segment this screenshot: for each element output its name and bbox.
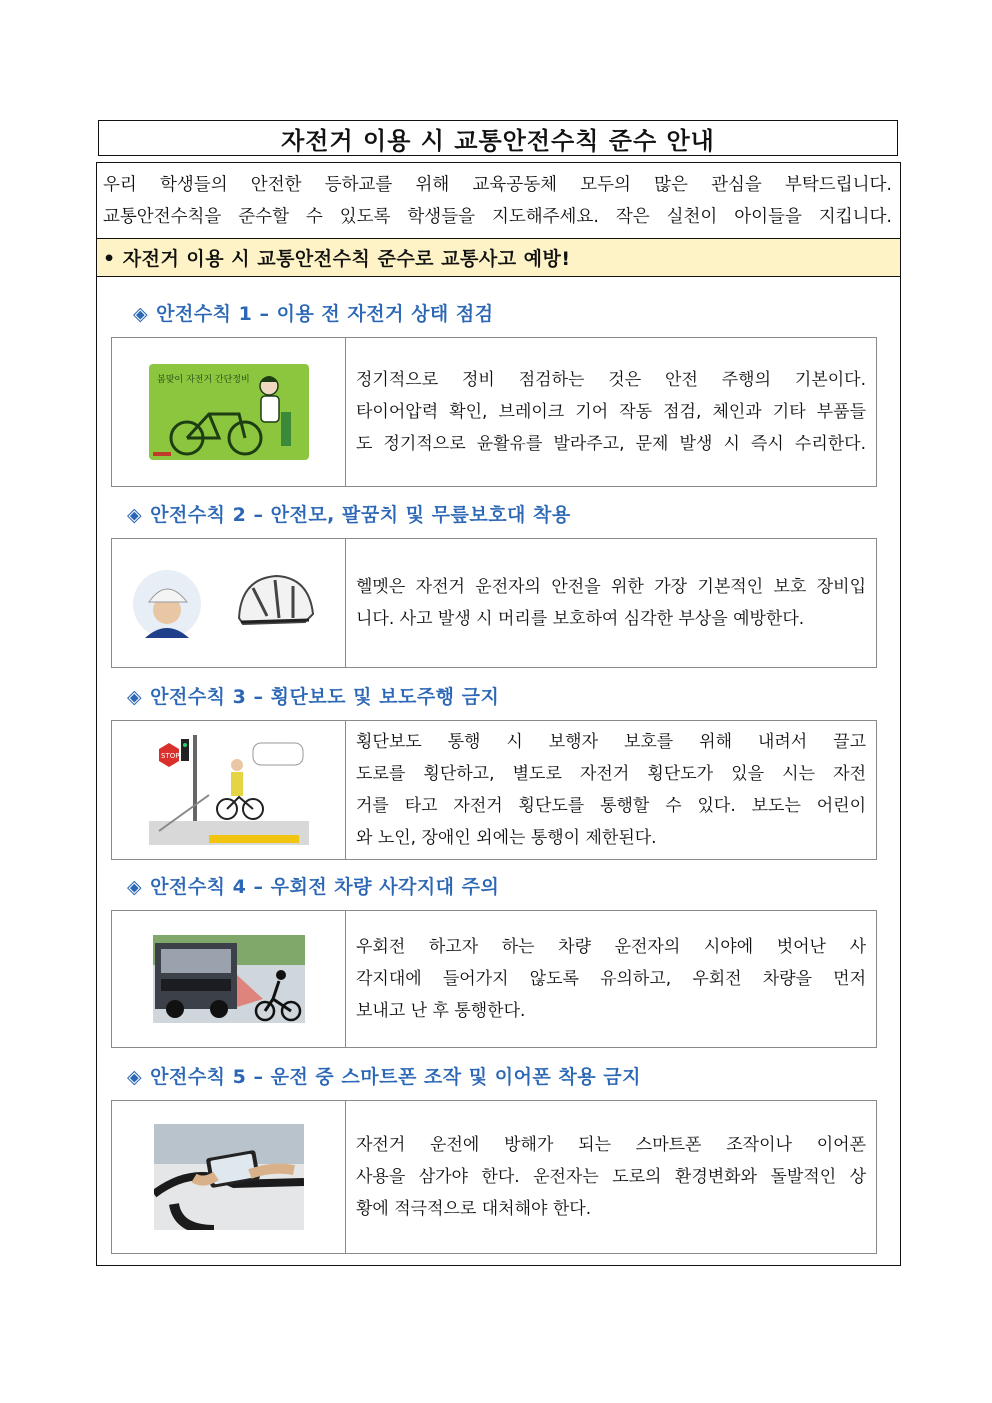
section-4-line: 보내고 난 후 통행한다. [356, 1001, 526, 1021]
section-5-text [346, 1101, 876, 1253]
section-1-image-cell [112, 338, 346, 486]
section-3-line: 도로를 횡단하고, 별도로 자전거 횡단도가 있을 시는 자전 [356, 764, 866, 784]
section-5-line: 자전거 운전에 방해가 되는 스마트폰 조작이나 이어폰 [356, 1135, 866, 1155]
truck-blind-spot-icon [153, 935, 305, 1023]
intro-line-2: 교통안전수칙을 준수할 수 있도록 학생들을 지도해주세요. 작은 실천이 아이들을 지킵니다. [103, 207, 892, 227]
section-3-card [111, 720, 877, 860]
section-2-heading-text: 안전수칙 2 – 안전모, 팔꿈치 및 무릎보호대 착용 [150, 504, 571, 526]
diamond-bullet-icon: ◈ [127, 504, 143, 526]
helmet-photos-icon [129, 558, 329, 648]
section-4-line: 각지대에 들어가지 않도록 유의하고, 우회전 차량을 먼저 [356, 969, 866, 989]
section-4-heading-text: 안전수칙 4 – 우회전 차량 사각지대 주의 [150, 876, 500, 898]
section-2-text [346, 539, 876, 667]
section-5-image-cell [112, 1101, 346, 1253]
diamond-bullet-icon: ◈ [127, 686, 143, 708]
section-4-image-cell [112, 911, 346, 1047]
svg-text:봄맞이 자전거 간단정비: 봄맞이 자전거 간단정비 [156, 375, 250, 385]
section-1-line: 도 정기적으로 윤활유를 발라주고, 문제 발생 시 즉시 수리한다. [356, 434, 866, 454]
section-3-line: 횡단보도 통행 시 보행자 보호를 위해 내려서 끌고 [356, 732, 866, 752]
section-5-heading-text: 안전수칙 5 – 운전 중 스마트폰 조작 및 이어폰 착용 금지 [150, 1066, 641, 1088]
intro-paragraph [97, 163, 900, 239]
section-4-line: 우회전 하고자 하는 차량 운전자의 시야에 벗어난 사 [356, 937, 866, 957]
section-5-heading [127, 1062, 641, 1089]
svg-text:STOP: STOP [160, 752, 179, 760]
section-2-line: 니다. 사고 발생 시 머리를 보호하여 심각한 부상을 예방한다. [356, 609, 805, 629]
section-1-text [346, 338, 876, 486]
section-4-heading [127, 872, 499, 899]
notice-frame [96, 162, 901, 1266]
document-title: 자전거 이용 시 교통안전수칙 준수 안내 [98, 120, 898, 156]
diamond-bullet-icon: ◈ [127, 1066, 143, 1088]
crosswalk-walking-bicycle-icon [149, 735, 309, 845]
smartphone-while-cycling-icon [154, 1124, 304, 1230]
section-3-heading [127, 682, 499, 709]
section-3-text [346, 721, 876, 859]
section-1-line: 정기적으로 정비 점검하는 것은 안전 주행의 기본이다. [356, 370, 866, 390]
section-1-line: 타이어압력 확인, 브레이크 기어 작동 점검, 체인과 기타 부품들 [356, 402, 866, 422]
section-1-card [111, 337, 877, 487]
diamond-bullet-icon: ◈ [127, 876, 143, 898]
section-2-line: 헬멧은 자전거 운전자의 안전을 위한 가장 기본적인 보호 장비입 [356, 577, 866, 597]
section-3-line: 거를 타고 자전거 횡단도를 통행할 수 있다. 보도는 어린이 [356, 796, 866, 816]
section-5-line: 사용을 삼가야 한다. 운전자는 도로의 환경변화와 돌발적인 상 [356, 1167, 866, 1187]
section-3-line: 와 노인, 장애인 외에는 통행이 제한된다. [356, 828, 657, 848]
intro-line-1: 우리 학생들의 안전한 등하교를 위해 교육공동체 모두의 많은 관심을 부탁드립니다. [103, 175, 892, 195]
section-5-line: 황에 적극적으로 대처해야 한다. [356, 1199, 592, 1219]
section-1-heading-text: 안전수칙 1 – 이용 전 자전거 상태 점검 [156, 303, 494, 325]
section-2-image-cell [112, 539, 346, 667]
bicycle-maintenance-poster-icon [149, 364, 309, 460]
section-1-heading [133, 299, 494, 326]
highlight-banner: • 자전거 이용 시 교통안전수칙 준수로 교통사고 예방! [97, 239, 900, 277]
section-3-image-cell [112, 721, 346, 859]
section-4-card [111, 910, 877, 1048]
section-3-heading-text: 안전수칙 3 – 횡단보도 및 보도주행 금지 [150, 686, 500, 708]
diamond-bullet-icon: ◈ [133, 303, 149, 325]
section-2-card [111, 538, 877, 668]
section-5-card [111, 1100, 877, 1254]
section-4-text [346, 911, 876, 1047]
section-2-heading [127, 500, 571, 527]
